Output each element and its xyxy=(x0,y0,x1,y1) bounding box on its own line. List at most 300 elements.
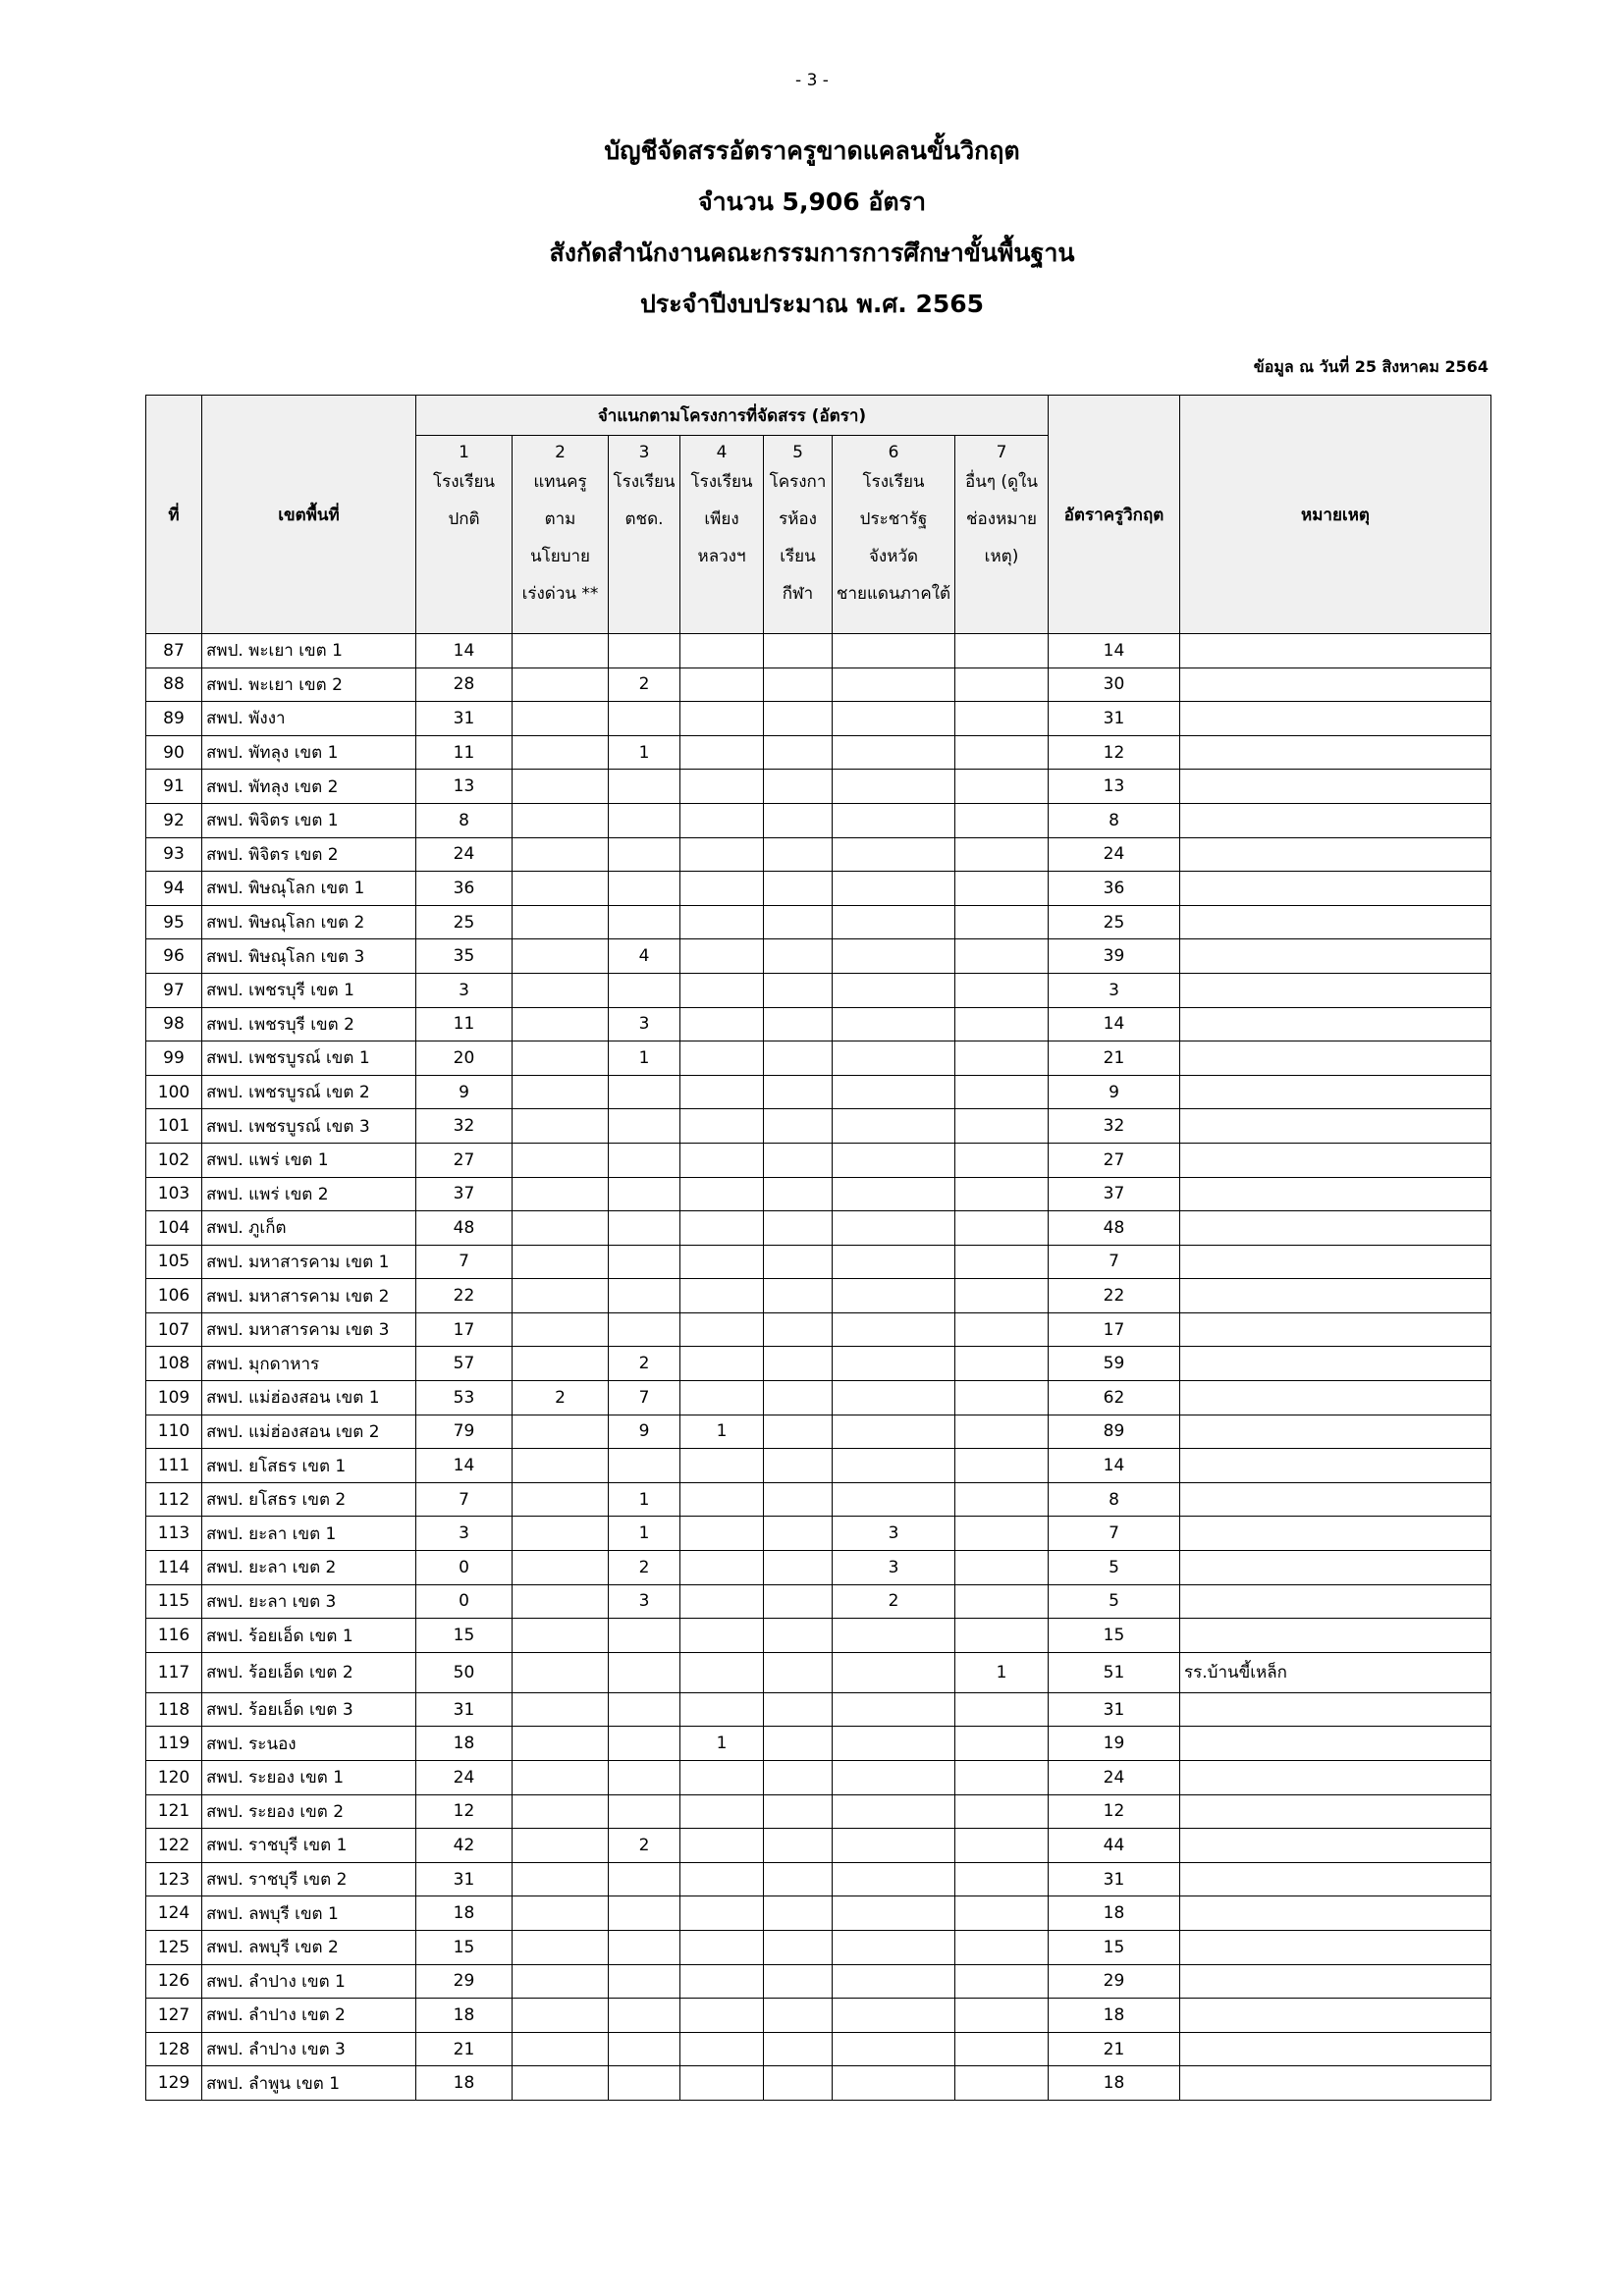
table-row xyxy=(146,1211,1491,1246)
cell-c2 xyxy=(513,1143,609,1177)
cell-c6 xyxy=(833,1312,955,1347)
cell-c3: 1 xyxy=(609,735,680,770)
cell-area: สพป. ลำปาง เขต 3 xyxy=(202,2032,416,2066)
cell-c6 xyxy=(833,1482,955,1517)
cell-c3: 7 xyxy=(609,1381,680,1415)
cell-c4 xyxy=(680,1794,764,1829)
subheader-line: โรงเรียน xyxy=(862,472,925,492)
cell-c3 xyxy=(609,1449,680,1483)
cell-c2 xyxy=(513,1930,609,1964)
cell-total: 7 xyxy=(1049,1517,1180,1551)
cell-total: 59 xyxy=(1049,1347,1180,1381)
cell-c4 xyxy=(680,939,764,974)
cell-c4 xyxy=(680,1619,764,1653)
cell-note xyxy=(1180,1075,1491,1109)
cell-c6 xyxy=(833,1075,955,1109)
cell-c7 xyxy=(955,905,1049,939)
header-area: เขตพื้นที่ xyxy=(202,396,416,634)
cell-note xyxy=(1180,1999,1491,2033)
cell-c7 xyxy=(955,1896,1049,1931)
table-row xyxy=(146,2066,1491,2101)
cell-c3 xyxy=(609,1999,680,2033)
cell-area: สพป. เพชรบุรี เขต 2 xyxy=(202,1007,416,1041)
cell-area: สพป. พะเยา เขต 2 xyxy=(202,667,416,702)
title-line-2: จำนวน 5,906 อัตรา xyxy=(697,187,927,216)
cell-note xyxy=(1180,1347,1491,1381)
cell-c1: 7 xyxy=(416,1482,513,1517)
cell-no: 100 xyxy=(146,1075,202,1109)
cell-c6 xyxy=(833,2066,955,2101)
subheader-line: โครงกา xyxy=(769,472,827,492)
cell-area: สพป. เพชรบุรี เขต 1 xyxy=(202,973,416,1007)
cell-c7 xyxy=(955,1862,1049,1896)
cell-c5 xyxy=(764,905,833,939)
cell-area: สพป. ลำพูน เขต 1 xyxy=(202,2066,416,2101)
cell-area: สพป. พัทลุง เขต 1 xyxy=(202,735,416,770)
cell-c7 xyxy=(955,973,1049,1007)
cell-c6 xyxy=(833,1415,955,1449)
cell-area: สพป. ร้อยเอ็ด เขต 3 xyxy=(202,1692,416,1727)
cell-c5 xyxy=(764,1177,833,1211)
cell-total: 18 xyxy=(1049,1999,1180,2033)
cell-area: สพป. มุกดาหาร xyxy=(202,1347,416,1381)
cell-total: 24 xyxy=(1049,837,1180,872)
table-row xyxy=(146,939,1491,974)
subheader-col-5 xyxy=(764,436,833,634)
cell-c3 xyxy=(609,1692,680,1727)
cell-c6 xyxy=(833,1007,955,1041)
cell-c3 xyxy=(609,1211,680,1246)
cell-c5 xyxy=(764,1415,833,1449)
cell-c6 xyxy=(833,1829,955,1863)
cell-c6 xyxy=(833,1999,955,2033)
subheader-line: ปกติ xyxy=(448,509,480,529)
cell-total: 36 xyxy=(1049,872,1180,906)
cell-c1: 18 xyxy=(416,1727,513,1761)
cell-total: 21 xyxy=(1049,2032,1180,2066)
cell-note xyxy=(1180,1794,1491,1829)
table-row xyxy=(146,1862,1491,1896)
subheader-line: อื่นๆ (ดูใน xyxy=(965,472,1038,492)
cell-c6 xyxy=(833,634,955,668)
cell-c3: 1 xyxy=(609,1517,680,1551)
cell-total: 12 xyxy=(1049,735,1180,770)
cell-c7 xyxy=(955,1517,1049,1551)
cell-c1: 3 xyxy=(416,973,513,1007)
cell-c7 xyxy=(955,872,1049,906)
cell-c1: 11 xyxy=(416,735,513,770)
cell-c2 xyxy=(513,1896,609,1931)
cell-c5 xyxy=(764,1896,833,1931)
subheader-line: เรียน xyxy=(780,547,816,566)
cell-c5 xyxy=(764,735,833,770)
cell-c7 xyxy=(955,2032,1049,2066)
cell-c5 xyxy=(764,1143,833,1177)
table-row xyxy=(146,1964,1491,1999)
cell-note xyxy=(1180,1007,1491,1041)
cell-area: สพป. ยะลา เขต 2 xyxy=(202,1551,416,1585)
header-note: หมายเหตุ xyxy=(1180,396,1491,634)
subheader-line: ประชารัฐ xyxy=(859,509,928,529)
cell-c3: 3 xyxy=(609,1584,680,1619)
cell-c3 xyxy=(609,1075,680,1109)
cell-area: สพป. เพชรบูรณ์ เขต 1 xyxy=(202,1041,416,1076)
cell-no: 116 xyxy=(146,1619,202,1653)
cell-note xyxy=(1180,1761,1491,1795)
cell-total: 14 xyxy=(1049,1449,1180,1483)
cell-c6 xyxy=(833,905,955,939)
cell-no: 87 xyxy=(146,634,202,668)
cell-c2 xyxy=(513,1347,609,1381)
cell-c6: 3 xyxy=(833,1517,955,1551)
cell-total: 89 xyxy=(1049,1415,1180,1449)
cell-c3: 2 xyxy=(609,1829,680,1863)
cell-c3 xyxy=(609,770,680,804)
cell-c6 xyxy=(833,1896,955,1931)
cell-c5 xyxy=(764,770,833,804)
cell-c1: 18 xyxy=(416,2066,513,2101)
cell-no: 120 xyxy=(146,1761,202,1795)
cell-c7 xyxy=(955,1381,1049,1415)
cell-c4 xyxy=(680,1312,764,1347)
subheader-col-3 xyxy=(609,436,680,634)
cell-no: 118 xyxy=(146,1692,202,1727)
cell-total: 24 xyxy=(1049,1761,1180,1795)
cell-c6 xyxy=(833,1727,955,1761)
cell-c4 xyxy=(680,973,764,1007)
cell-c4 xyxy=(680,837,764,872)
cell-c7 xyxy=(955,1075,1049,1109)
cell-c6 xyxy=(833,2032,955,2066)
cell-c1: 21 xyxy=(416,2032,513,2066)
cell-area: สพป. ลพบุรี เขต 2 xyxy=(202,1930,416,1964)
cell-c5 xyxy=(764,1761,833,1795)
cell-c3 xyxy=(609,1896,680,1931)
table-row xyxy=(146,1041,1491,1076)
table-row xyxy=(146,1109,1491,1144)
cell-c6 xyxy=(833,1692,955,1727)
table-row xyxy=(146,1347,1491,1381)
cell-c2: 2 xyxy=(513,1381,609,1415)
cell-area: สพป. ยโสธร เขต 1 xyxy=(202,1449,416,1483)
cell-area: สพป. ระยอง เขต 1 xyxy=(202,1761,416,1795)
table-row xyxy=(146,1143,1491,1177)
cell-area: สพป. พังงา xyxy=(202,702,416,736)
cell-total: 31 xyxy=(1049,1692,1180,1727)
cell-area: สพป. ราชบุรี เขต 2 xyxy=(202,1862,416,1896)
cell-c4 xyxy=(680,1517,764,1551)
cell-c2 xyxy=(513,1245,609,1279)
cell-note xyxy=(1180,872,1491,906)
cell-total: 48 xyxy=(1049,1211,1180,1246)
cell-c6 xyxy=(833,1143,955,1177)
cell-c5 xyxy=(764,1279,833,1313)
cell-area: สพป. มหาสารคาม เขต 2 xyxy=(202,1279,416,1313)
cell-c2 xyxy=(513,1862,609,1896)
cell-c5 xyxy=(764,973,833,1007)
cell-c5 xyxy=(764,2032,833,2066)
cell-c5 xyxy=(764,1007,833,1041)
subheader-line: ชายแดนภาคใต้ xyxy=(836,584,951,604)
cell-no: 111 xyxy=(146,1449,202,1483)
cell-c5 xyxy=(764,1862,833,1896)
cell-c5 xyxy=(764,939,833,974)
table-row xyxy=(146,667,1491,702)
table-row xyxy=(146,1449,1491,1483)
subheader-col-1 xyxy=(416,436,513,634)
cell-no: 127 xyxy=(146,1999,202,2033)
subheader-line: แทนครู xyxy=(533,472,587,492)
cell-c3: 1 xyxy=(609,1041,680,1076)
cell-c4 xyxy=(680,634,764,668)
subheader-col-6 xyxy=(833,436,955,634)
cell-c5 xyxy=(764,1829,833,1863)
cell-no: 128 xyxy=(146,2032,202,2066)
cell-note xyxy=(1180,735,1491,770)
cell-total: 29 xyxy=(1049,1964,1180,1999)
cell-c6 xyxy=(833,1449,955,1483)
cell-c2 xyxy=(513,2066,609,2101)
cell-c2 xyxy=(513,1794,609,1829)
cell-c3: 1 xyxy=(609,1482,680,1517)
cell-total: 19 xyxy=(1049,1727,1180,1761)
cell-note xyxy=(1180,939,1491,974)
title-line-3: สังกัดสำนักงานคณะกรรมการการศึกษาขั้นพื้นฐาน xyxy=(549,239,1075,267)
cell-note xyxy=(1180,1109,1491,1144)
cell-no: 112 xyxy=(146,1482,202,1517)
cell-c3: 2 xyxy=(609,1551,680,1585)
cell-total: 18 xyxy=(1049,1896,1180,1931)
cell-no: 90 xyxy=(146,735,202,770)
cell-c4 xyxy=(680,770,764,804)
cell-no: 106 xyxy=(146,1279,202,1313)
cell-c5 xyxy=(764,1930,833,1964)
table-row xyxy=(146,803,1491,837)
cell-c1: 7 xyxy=(416,1245,513,1279)
cell-note xyxy=(1180,973,1491,1007)
cell-c1: 36 xyxy=(416,872,513,906)
cell-c4 xyxy=(680,1761,764,1795)
cell-c4: 1 xyxy=(680,1727,764,1761)
cell-c5 xyxy=(764,1964,833,1999)
cell-c5 xyxy=(764,1584,833,1619)
cell-c5 xyxy=(764,1347,833,1381)
cell-c7 xyxy=(955,667,1049,702)
cell-c6 xyxy=(833,1211,955,1246)
cell-c7 xyxy=(955,634,1049,668)
cell-no: 115 xyxy=(146,1584,202,1619)
cell-c2 xyxy=(513,702,609,736)
subheader-line: โรงเรียน xyxy=(690,472,753,492)
cell-c3 xyxy=(609,1619,680,1653)
cell-c3 xyxy=(609,1964,680,1999)
cell-c4 xyxy=(680,1007,764,1041)
cell-c7 xyxy=(955,1415,1049,1449)
cell-c1: 37 xyxy=(416,1177,513,1211)
cell-c1: 31 xyxy=(416,1862,513,1896)
cell-area: สพป. พิจิตร เขต 1 xyxy=(202,803,416,837)
cell-no: 98 xyxy=(146,1007,202,1041)
subheader-number: 7 xyxy=(996,443,1007,462)
cell-c2 xyxy=(513,1692,609,1727)
cell-total: 5 xyxy=(1049,1551,1180,1585)
header-group: จำแนกตามโครงการที่จัดสรร (อัตรา) xyxy=(416,396,1049,436)
cell-c3 xyxy=(609,973,680,1007)
cell-c3 xyxy=(609,634,680,668)
cell-total: 32 xyxy=(1049,1109,1180,1144)
subheader-number: 4 xyxy=(716,443,728,462)
cell-note xyxy=(1180,1312,1491,1347)
table-row xyxy=(146,1692,1491,1727)
subheader-line: จังหวัด xyxy=(868,547,919,566)
cell-c5 xyxy=(764,1652,833,1692)
cell-area: สพป. ภูเก็ต xyxy=(202,1211,416,1246)
cell-c3 xyxy=(609,1143,680,1177)
subheader-number: 1 xyxy=(459,443,469,462)
cell-c5 xyxy=(764,1075,833,1109)
cell-c6 xyxy=(833,1177,955,1211)
cell-c4 xyxy=(680,1930,764,1964)
cell-c7 xyxy=(955,1584,1049,1619)
cell-no: 108 xyxy=(146,1347,202,1381)
cell-c5 xyxy=(764,634,833,668)
cell-c1: 0 xyxy=(416,1584,513,1619)
table-row xyxy=(146,837,1491,872)
cell-c3 xyxy=(609,2066,680,2101)
cell-no: 113 xyxy=(146,1517,202,1551)
cell-no: 110 xyxy=(146,1415,202,1449)
cell-c2 xyxy=(513,1964,609,1999)
cell-c5 xyxy=(764,1482,833,1517)
cell-note xyxy=(1180,837,1491,872)
cell-c3: 4 xyxy=(609,939,680,974)
cell-note xyxy=(1180,905,1491,939)
subheader-line: ตาม xyxy=(544,509,576,529)
subheader-number: 3 xyxy=(638,443,650,462)
cell-c7 xyxy=(955,1794,1049,1829)
cell-c1: 11 xyxy=(416,1007,513,1041)
table-row xyxy=(146,1279,1491,1313)
cell-c7 xyxy=(955,1347,1049,1381)
cell-c4 xyxy=(680,1347,764,1381)
cell-c3: 2 xyxy=(609,667,680,702)
cell-c5 xyxy=(764,872,833,906)
cell-c4 xyxy=(680,1211,764,1246)
cell-c6 xyxy=(833,1652,955,1692)
cell-c3 xyxy=(609,1794,680,1829)
cell-area: สพป. พิษณุโลก เขต 1 xyxy=(202,872,416,906)
cell-note xyxy=(1180,1211,1491,1246)
allocation-table xyxy=(145,395,1491,2101)
table-row xyxy=(146,1584,1491,1619)
cell-c3 xyxy=(609,1930,680,1964)
cell-c2 xyxy=(513,1075,609,1109)
cell-note xyxy=(1180,1381,1491,1415)
cell-note xyxy=(1180,1692,1491,1727)
table-row xyxy=(146,872,1491,906)
cell-c6 xyxy=(833,735,955,770)
cell-c7 xyxy=(955,1692,1049,1727)
cell-c3 xyxy=(609,2032,680,2066)
cell-c2 xyxy=(513,973,609,1007)
cell-c5 xyxy=(764,1794,833,1829)
cell-c7 xyxy=(955,1964,1049,1999)
cell-area: สพป. แพร่ เขต 2 xyxy=(202,1177,416,1211)
cell-no: 119 xyxy=(146,1727,202,1761)
cell-note xyxy=(1180,1517,1491,1551)
cell-no: 123 xyxy=(146,1862,202,1896)
cell-c4 xyxy=(680,1449,764,1483)
cell-c6 xyxy=(833,837,955,872)
cell-c5 xyxy=(764,803,833,837)
cell-area: สพป. มหาสารคาม เขต 3 xyxy=(202,1312,416,1347)
cell-c7 xyxy=(955,1177,1049,1211)
cell-c7 xyxy=(955,939,1049,974)
cell-area: สพป. พัทลุง เขต 2 xyxy=(202,770,416,804)
cell-note xyxy=(1180,1896,1491,1931)
cell-c2 xyxy=(513,1007,609,1041)
table-row xyxy=(146,1761,1491,1795)
table-row xyxy=(146,1794,1491,1829)
cell-c1: 13 xyxy=(416,770,513,804)
cell-note xyxy=(1180,1551,1491,1585)
cell-c2 xyxy=(513,1829,609,1863)
cell-c7 xyxy=(955,1007,1049,1041)
cell-c2 xyxy=(513,837,609,872)
cell-total: 15 xyxy=(1049,1930,1180,1964)
cell-area: สพป. แพร่ เขต 1 xyxy=(202,1143,416,1177)
cell-note xyxy=(1180,2066,1491,2101)
cell-c1: 42 xyxy=(416,1829,513,1863)
cell-c2 xyxy=(513,1652,609,1692)
cell-c2 xyxy=(513,1517,609,1551)
cell-c3 xyxy=(609,1761,680,1795)
cell-c3 xyxy=(609,837,680,872)
cell-area: สพป. ราชบุรี เขต 1 xyxy=(202,1829,416,1863)
cell-c2 xyxy=(513,939,609,974)
cell-no: 102 xyxy=(146,1143,202,1177)
cell-c1: 53 xyxy=(416,1381,513,1415)
table-row xyxy=(146,1312,1491,1347)
cell-c5 xyxy=(764,1449,833,1483)
cell-c6 xyxy=(833,1619,955,1653)
cell-c4 xyxy=(680,803,764,837)
cell-no: 91 xyxy=(146,770,202,804)
cell-c1: 27 xyxy=(416,1143,513,1177)
cell-c3 xyxy=(609,1245,680,1279)
cell-c7 xyxy=(955,1930,1049,1964)
cell-note xyxy=(1180,702,1491,736)
cell-c2 xyxy=(513,1482,609,1517)
header-total: อัตราครูวิกฤต xyxy=(1049,396,1180,634)
cell-c7 xyxy=(955,702,1049,736)
table-row xyxy=(146,1381,1491,1415)
cell-no: 122 xyxy=(146,1829,202,1863)
cell-c1: 12 xyxy=(416,1794,513,1829)
cell-c6 xyxy=(833,1347,955,1381)
subheader-line: ตชด. xyxy=(624,509,664,529)
cell-c4 xyxy=(680,1245,764,1279)
table-row xyxy=(146,1075,1491,1109)
cell-c4 xyxy=(680,1999,764,2033)
table-row xyxy=(146,634,1491,668)
cell-c6 xyxy=(833,667,955,702)
subheader-col-7 xyxy=(955,436,1049,634)
cell-c4 xyxy=(680,1143,764,1177)
cell-c3 xyxy=(609,1109,680,1144)
subheader-line: นโยบาย xyxy=(529,547,590,566)
title-line-4: ประจำปีงบประมาณ พ.ศ. 2565 xyxy=(639,290,985,318)
